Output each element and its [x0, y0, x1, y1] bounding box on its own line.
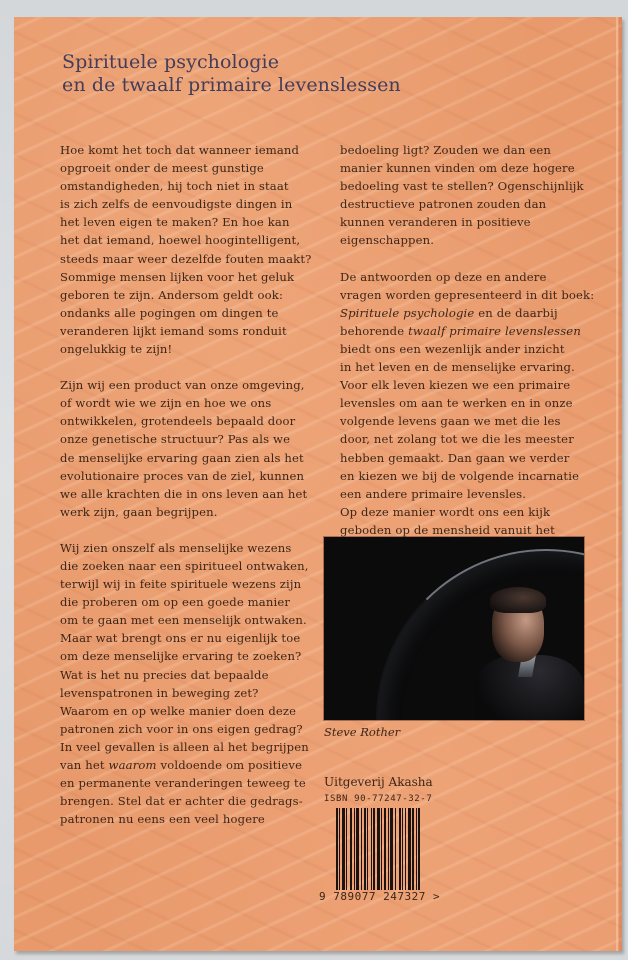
- text-line: manier kunnen vinden om deze hogere: [340, 161, 575, 176]
- text-run: voldoende om positieve: [156, 758, 303, 772]
- blurb-paragraph-4: [340, 141, 628, 250]
- text-line: om deze menselijke ervaring te zoeken?: [60, 649, 302, 664]
- text-line-with-emphasis: [340, 322, 628, 340]
- text-line-with-emphasis: [340, 304, 628, 322]
- text-line: bedoeling ligt? Zouden we dan een: [340, 143, 551, 157]
- text-line: Waarom en op welke manier doen deze: [60, 703, 297, 718]
- text-line: en permanente veranderingen teweeg te: [60, 776, 306, 791]
- text-line: omstandigheden, hij toch niet in staat: [60, 179, 289, 194]
- text-line: geboren te zijn. Andersom geldt ook:: [60, 287, 284, 302]
- text-line: het dat iemand, hoewel hoogintelligent,: [60, 233, 301, 248]
- emphasis-waarom: waarom: [108, 758, 157, 772]
- author-hair: [490, 587, 546, 613]
- text-line: we alle krachten die in ons leven aan het: [60, 486, 308, 501]
- text-line: Wij zien onszelf als menselijke wezens: [60, 540, 292, 555]
- text-line: Voor elk leven kiezen we een primaire: [340, 378, 571, 393]
- text-line: Maar wat brengt ons er nu eigenlijk toe: [60, 631, 301, 646]
- title-line-1: Spirituele psychologie: [62, 51, 280, 73]
- text-run: en de daarbij: [474, 305, 558, 320]
- blurb-paragraph-2: [60, 376, 340, 521]
- barcode: [336, 808, 440, 890]
- publisher-name: Uitgeverij Akasha: [324, 775, 433, 789]
- text-line: in het leven en de menselijke ervaring.: [340, 360, 575, 375]
- text-line: door, net zolang tot we die les meester: [340, 432, 574, 447]
- text-line: Op deze manier wordt ons een kijk: [340, 504, 551, 519]
- text-line: hebben gemaakt. Dan gaan we verder: [340, 450, 570, 465]
- blurb-left-column: [60, 141, 340, 846]
- text-line: veranderen lijkt iemand soms ronduit: [60, 323, 287, 338]
- text-line: die proberen om op een goede manier: [60, 595, 291, 610]
- title-line-2: en de twaalf primaire levenslessen: [62, 74, 401, 96]
- text-line: De antwoorden op deze en andere: [340, 269, 547, 284]
- text-line: geboden op de mensheid vanuit het: [340, 522, 555, 537]
- text-line: ontwikkelen, grotendeels bepaald door: [60, 414, 296, 429]
- author-photo: [324, 537, 584, 720]
- book-title: [62, 51, 401, 97]
- text-line: destructieve patronen zouden dan: [340, 197, 547, 212]
- text-line: kunnen veranderen in positieve: [340, 215, 531, 230]
- text-line: patronen nu eens een veel hogere: [60, 812, 265, 827]
- text-line: brengen. Stel dat er achter die gedrags-: [60, 794, 303, 809]
- text-line: evolutionaire proces van de ziel, kunnen: [60, 468, 305, 483]
- text-line-with-emphasis: [60, 756, 340, 774]
- text-line: de menselijke ervaring gaan zien als het: [60, 450, 304, 465]
- text-line: levensles om aan te werken en in onze: [340, 396, 573, 411]
- photo-caption: Steve Rother: [324, 725, 401, 739]
- blurb-paragraph-3: [60, 539, 340, 829]
- barcode-digits: 9 789077 247327 >: [319, 890, 441, 903]
- text-line: patronen zich voor in ons eigen gedrag?: [60, 721, 303, 736]
- text-line: eigenschappen.: [340, 233, 435, 248]
- text-line: steeds maar weer dezelfde fouten maakt?: [60, 251, 312, 266]
- text-line: werk zijn, gaan begrijpen.: [60, 504, 218, 519]
- blurb-paragraph-1: [60, 141, 340, 358]
- text-line: is zich zelfs de eenvoudigste dingen in: [60, 197, 293, 212]
- text-line: terwijl wij in feite spirituele wezens zijn: [60, 577, 302, 592]
- blurb-paragraph-5: [340, 268, 628, 558]
- text-line: die zoeken naar een spiritueel ontwaken,: [60, 558, 309, 573]
- text-line: biedt ons een wezenlijk ander inzicht: [340, 341, 565, 356]
- text-line: bedoeling vast te stellen? Ogenschijnlijk: [340, 179, 584, 194]
- book-back-cover: [14, 17, 622, 951]
- text-line: levenspatronen in beweging zet?: [60, 685, 259, 700]
- text-line: en kiezen we bij de volgende incarnatie: [340, 468, 580, 483]
- text-line: een andere primaire levensles.: [340, 486, 527, 501]
- text-line: ongelukkig te zijn!: [60, 342, 173, 357]
- text-line: ondanks alle pogingen om dingen te: [60, 305, 279, 320]
- isbn-label: ISBN 90-77247-32-7: [324, 794, 433, 804]
- emphasis-subtitle: twaalf primaire levenslessen: [408, 323, 581, 338]
- text-line: of wordt wie we zijn en hoe we ons: [60, 396, 272, 411]
- text-line: onze genetische structuur? Pas als we: [60, 432, 291, 447]
- text-line: om te gaan met een menselijk ontwaken.: [60, 613, 307, 628]
- text-run: behorende: [340, 323, 409, 338]
- text-line: het leven eigen te maken? En hoe kan: [60, 215, 290, 230]
- text-line: Hoe komt het toch dat wanneer iemand: [60, 143, 300, 157]
- text-line: opgroeit onder de meest gunstige: [60, 161, 264, 176]
- blurb-right-column: [340, 141, 628, 575]
- text-line: Zijn wij een product van onze omgeving,: [60, 378, 305, 393]
- text-line: vragen worden gepresenteerd in dit boek:: [340, 287, 595, 302]
- text-line: volgende levens gaan we met die les: [340, 414, 561, 429]
- emphasis-book-title: Spirituele psychologie: [340, 305, 475, 320]
- text-line: Wat is het nu precies dat bepaalde: [60, 667, 269, 682]
- text-line: In veel gevallen is alleen al het begrijpen: [60, 739, 309, 754]
- text-line: Sommige mensen lijken voor het geluk: [60, 269, 295, 284]
- text-run: van het: [60, 758, 109, 772]
